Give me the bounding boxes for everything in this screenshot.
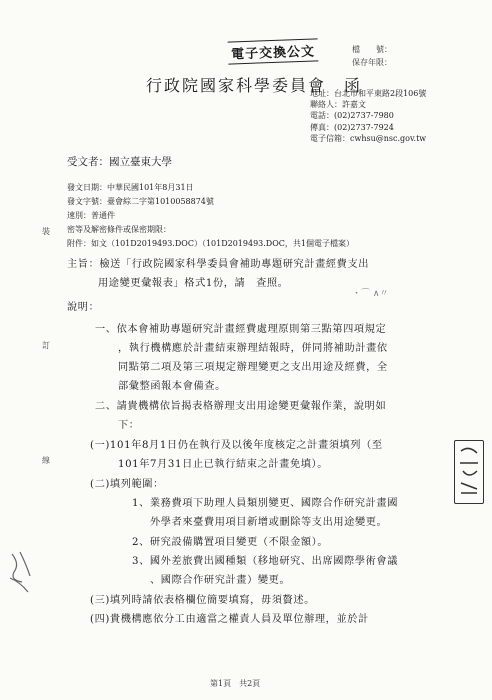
page-footer: 第1頁 共2頁: [210, 679, 261, 688]
item-1-line-2: ，執行機構應於計畫結束辦理結報時，併同將補助計畫依: [118, 343, 388, 354]
item-2-line-2: 下：: [118, 420, 140, 431]
subject-line-2: 用途變更彙報表」格式1份，請 查照。: [98, 277, 289, 289]
binding-mark-middle: 訂: [42, 341, 50, 350]
explanation-label: 說明：: [67, 302, 100, 313]
retention-label: 保存年限：: [352, 58, 392, 67]
speed-class: 速別：普通件: [67, 211, 115, 220]
sub-item-3: (三)填列時請依表格欄位簡要填寫，毋須贅述。: [90, 595, 315, 606]
archive-number-label: 檔 號：: [352, 45, 392, 54]
issue-number: 發文字號：臺會綜二字第1010058874號: [67, 197, 214, 206]
official-seal-stamp: [454, 440, 484, 504]
recipient: 受文者：國立臺東大學: [67, 156, 172, 168]
scope-3-line-2: 、國際合作研究計畫）變更。: [150, 575, 291, 586]
sub-item-1-line-1: (一)101年8月1日仍在執行及以後年度核定之計畫須填列（至: [90, 440, 383, 451]
subject-block: [67, 256, 369, 293]
contact-line: 聯絡人：許嘉文: [310, 100, 366, 110]
item-1-line-1: 一、依本會補助專題研究計畫經費處理原則第三點第四項規定: [95, 324, 387, 335]
item-1-line-3: 同點第二項及第三項規定辦理變更之支出用途及經費，全: [118, 362, 388, 373]
handwritten-note: [6, 548, 36, 596]
sub-item-4-line-1: (四)貴機構應依分工由適當之權責人員及單位辦理，並於計: [90, 614, 369, 625]
binding-mark-bottom: 線: [42, 456, 50, 465]
sub-item-1-line-2: 101年7月31日止已執行結束之計畫免填）。: [118, 459, 328, 470]
issue-date: 發文日期：中華民國101年8月31日: [67, 183, 194, 192]
item-1-line-4: 部彙整函報本會備查。: [118, 381, 226, 392]
pencil-mark: ・⌒ ∧〃: [352, 289, 389, 299]
document-title: 行政院國家科學委員會 函: [146, 76, 363, 95]
email-line: 電子信箱：cwhsu@nsc.gov.tw: [310, 133, 427, 143]
security-level: 密等及解密條件或保密期限：: [67, 225, 171, 234]
binding-mark-top: 裝: [42, 227, 50, 236]
address-line: 地址：台北市和平東路2段106號: [310, 89, 427, 98]
sub-item-2-heading: (二)填列範圍：: [90, 479, 164, 490]
phone-line: 電話：(02)2737-7980: [310, 111, 394, 121]
fax-line: 傳真：(02)2737-7924: [310, 122, 394, 132]
scope-3-line-1: 3、國外差旅費出國種類（移地研究、出席國際學術會議: [132, 556, 398, 567]
electronic-exchange-stamp: 電子交換公文: [228, 38, 319, 64]
scope-1-line-1: 1、業務費項下助理人員類別變更、國際合作研究計畫國: [132, 498, 398, 509]
scope-2: 2、研究設備購置項目變更（不限金額）。: [132, 537, 329, 548]
attachment-info: 附件：如文（101D2019493.DOC）（101D2019493.DOC，共1個電子檔案）: [67, 239, 354, 248]
item-2-line-1: 二、請貴機構依旨揭表格辦理支出用途變更彙報作業，說明如: [95, 401, 387, 412]
sender-address-block: [310, 88, 426, 144]
subject-line-1: 主旨：檢送「行政院國家科學委員會補助專題研究計畫經費支出: [67, 259, 370, 270]
scope-1-line-2: 外學者來臺費用項目新增或刪除等支出用途變更。: [150, 517, 388, 528]
